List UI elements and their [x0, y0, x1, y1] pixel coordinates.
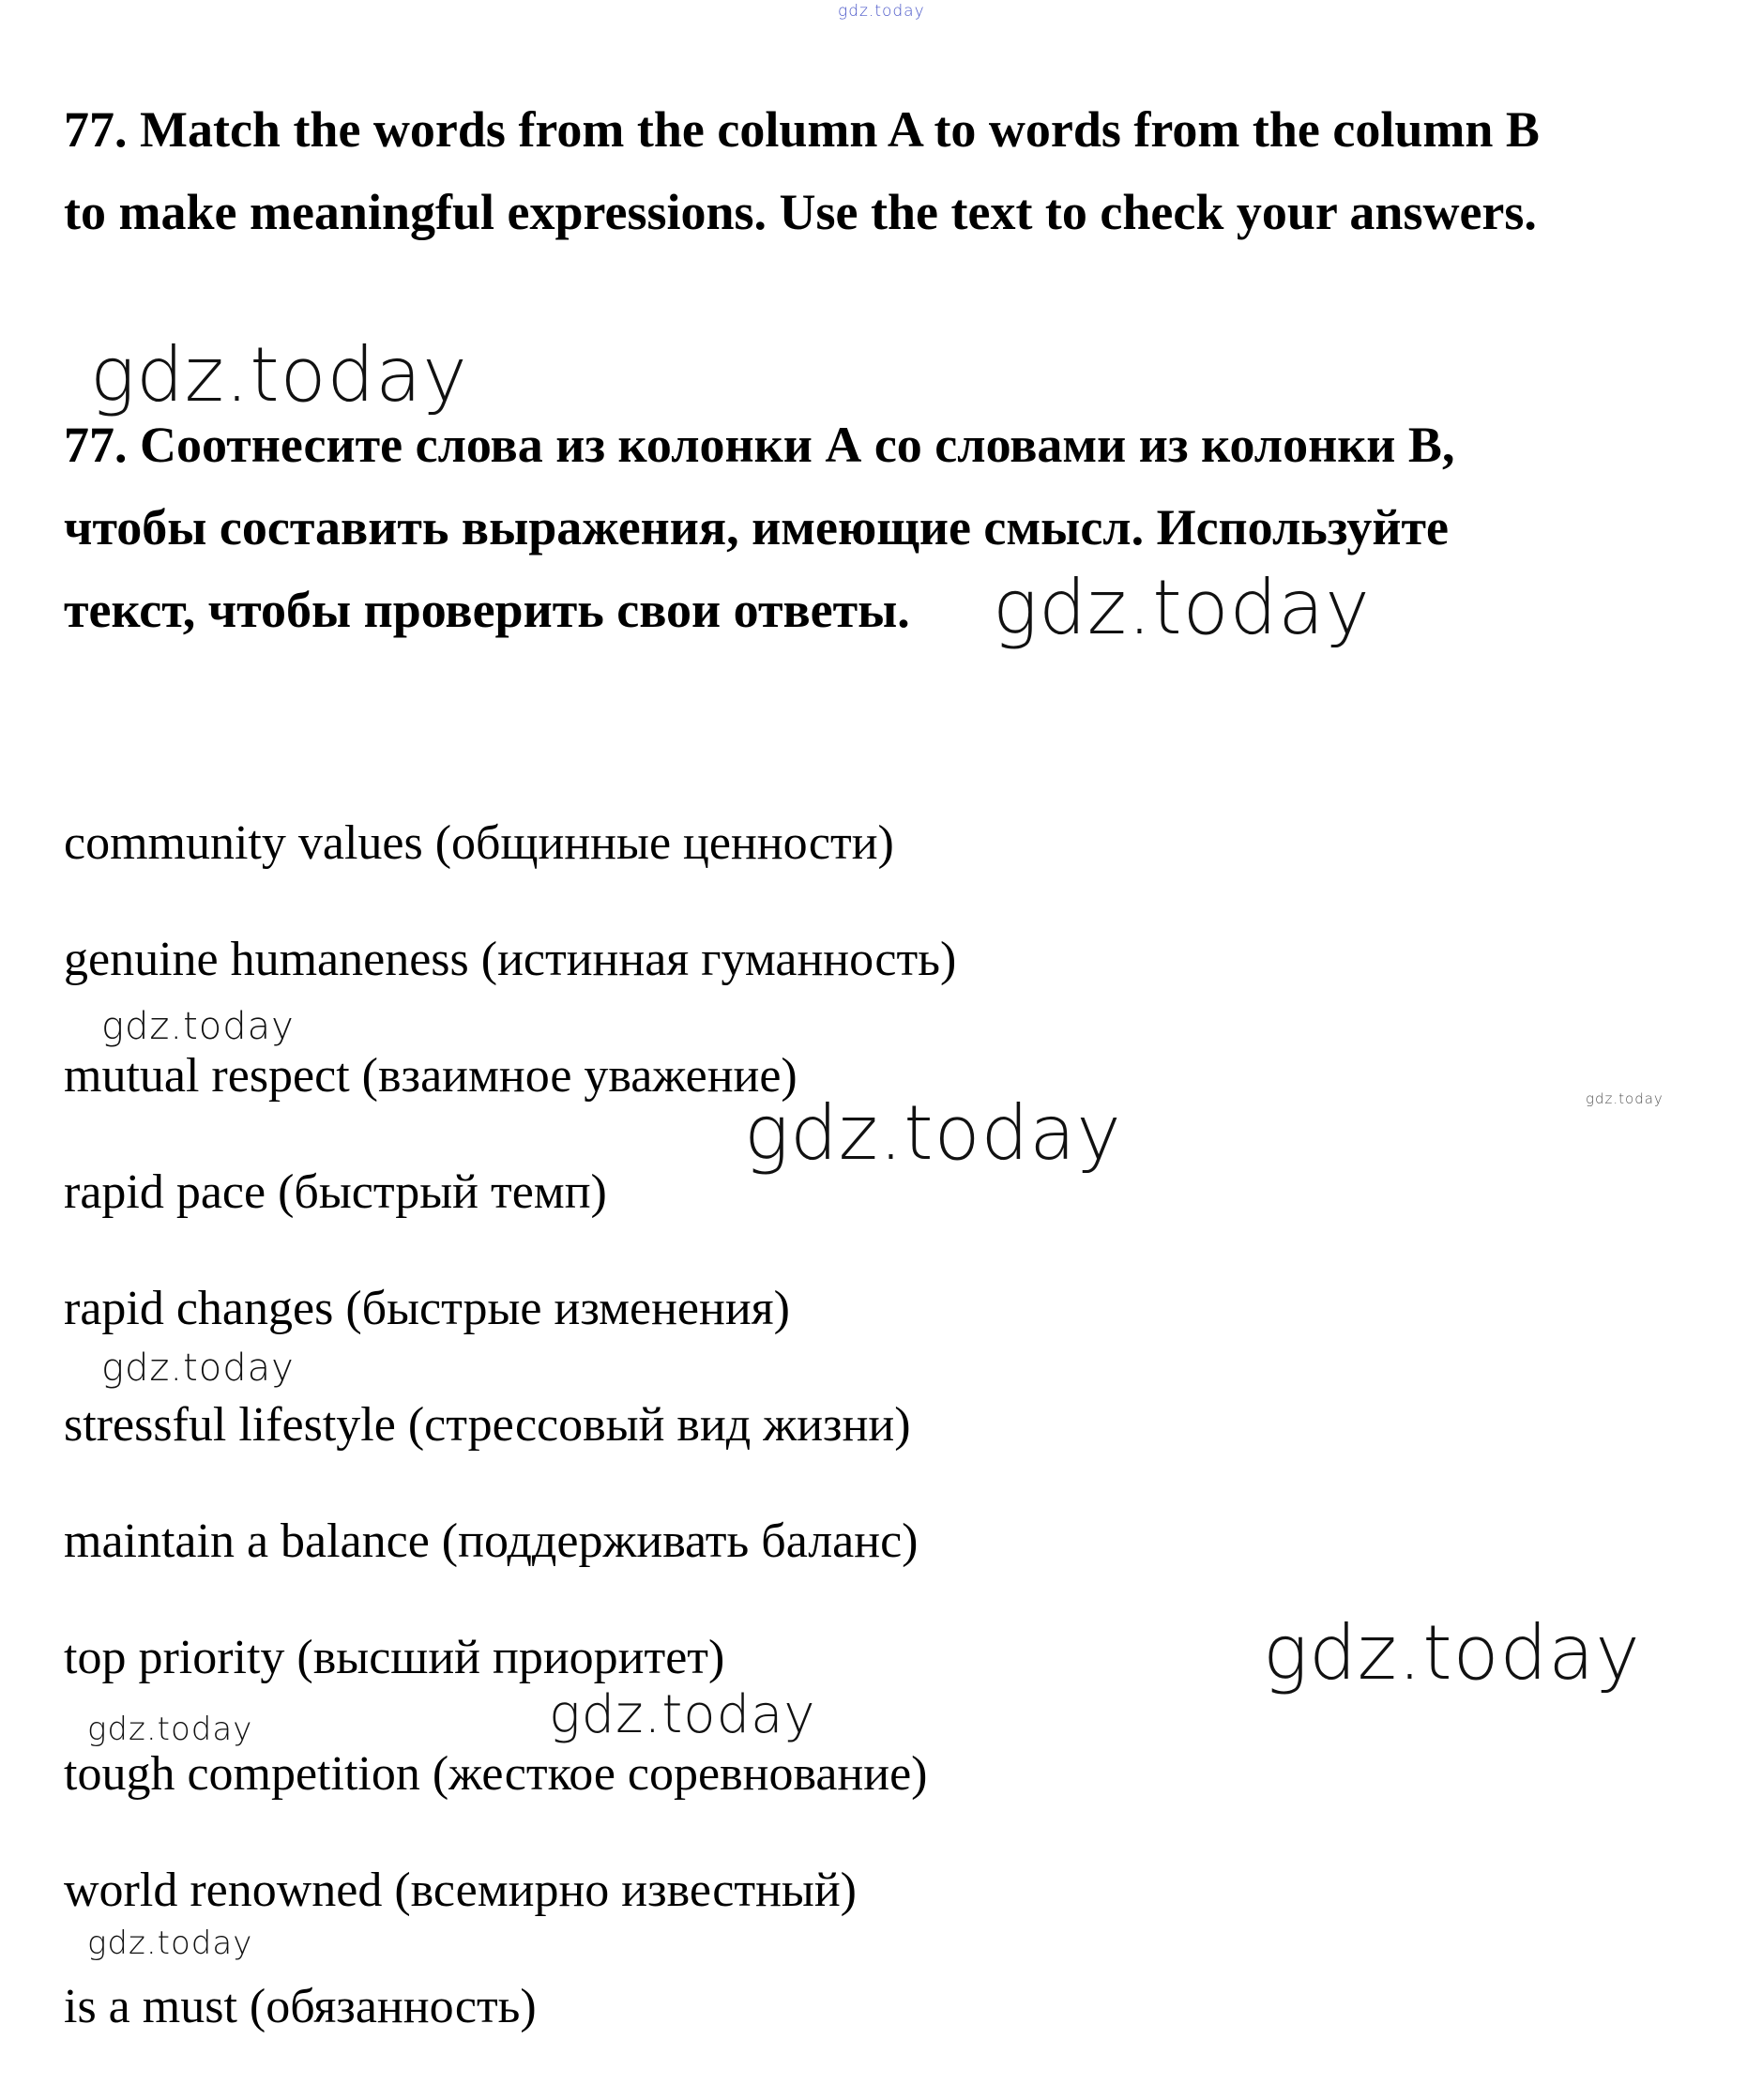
heading-en-line-1: 77. Match the words from the column A to words from the column B: [64, 101, 1540, 158]
expression-item: stressful lifestyle (стрессовый вид жизни): [64, 1398, 911, 1452]
watermark: gdz.today: [90, 331, 468, 418]
watermark: gdz.today: [1586, 1090, 1663, 1107]
expressions-list: [64, 802, 956, 2082]
watermark: gdz.today: [549, 1684, 816, 1745]
expression-item: tough competition (жесткое соревнование): [64, 1747, 928, 1801]
watermark: gdz.today: [87, 1925, 253, 1962]
watermark: gdz.today: [744, 1089, 1122, 1177]
exercise-heading-english: [64, 88, 1540, 253]
watermark: gdz.today: [101, 1005, 295, 1048]
expression-item: rapid pace (быстрый темп): [64, 1165, 607, 1219]
heading-ru-line-1: 77. Соотнесите слова из колонки А со словами из колонки В,: [64, 417, 1455, 473]
watermark: gdz.today: [993, 564, 1371, 651]
watermark: gdz.today: [87, 1711, 253, 1748]
expression-item: world renowned (всемирно известный): [64, 1864, 857, 1917]
watermark: gdz.today: [101, 1347, 295, 1390]
heading-en-line-2: to make meaningful expressions. Use the text to check your answers.: [64, 184, 1537, 240]
expression-item: is a must (обязанность): [64, 1980, 537, 2033]
heading-ru-line-3: текст, чтобы проверить свои ответы.: [64, 582, 910, 638]
watermark-top: gdz.today: [838, 2, 925, 21]
heading-ru-line-2: чтобы составить выражения, имеющие смысл. Используйте: [64, 499, 1449, 555]
expression-item: top priority (высший приоритет): [64, 1631, 725, 1684]
expression-item: mutual respect (взаимное уважение): [64, 1049, 798, 1103]
expression-item: genuine humaneness (истинная гуманность): [64, 933, 957, 986]
expression-item: maintain a balance (поддерживать баланс): [64, 1514, 919, 1568]
expression-item: community values (общинные ценности): [64, 816, 894, 870]
expression-item: rapid changes (быстрые изменения): [64, 1282, 790, 1335]
watermark: gdz.today: [1263, 1609, 1641, 1697]
